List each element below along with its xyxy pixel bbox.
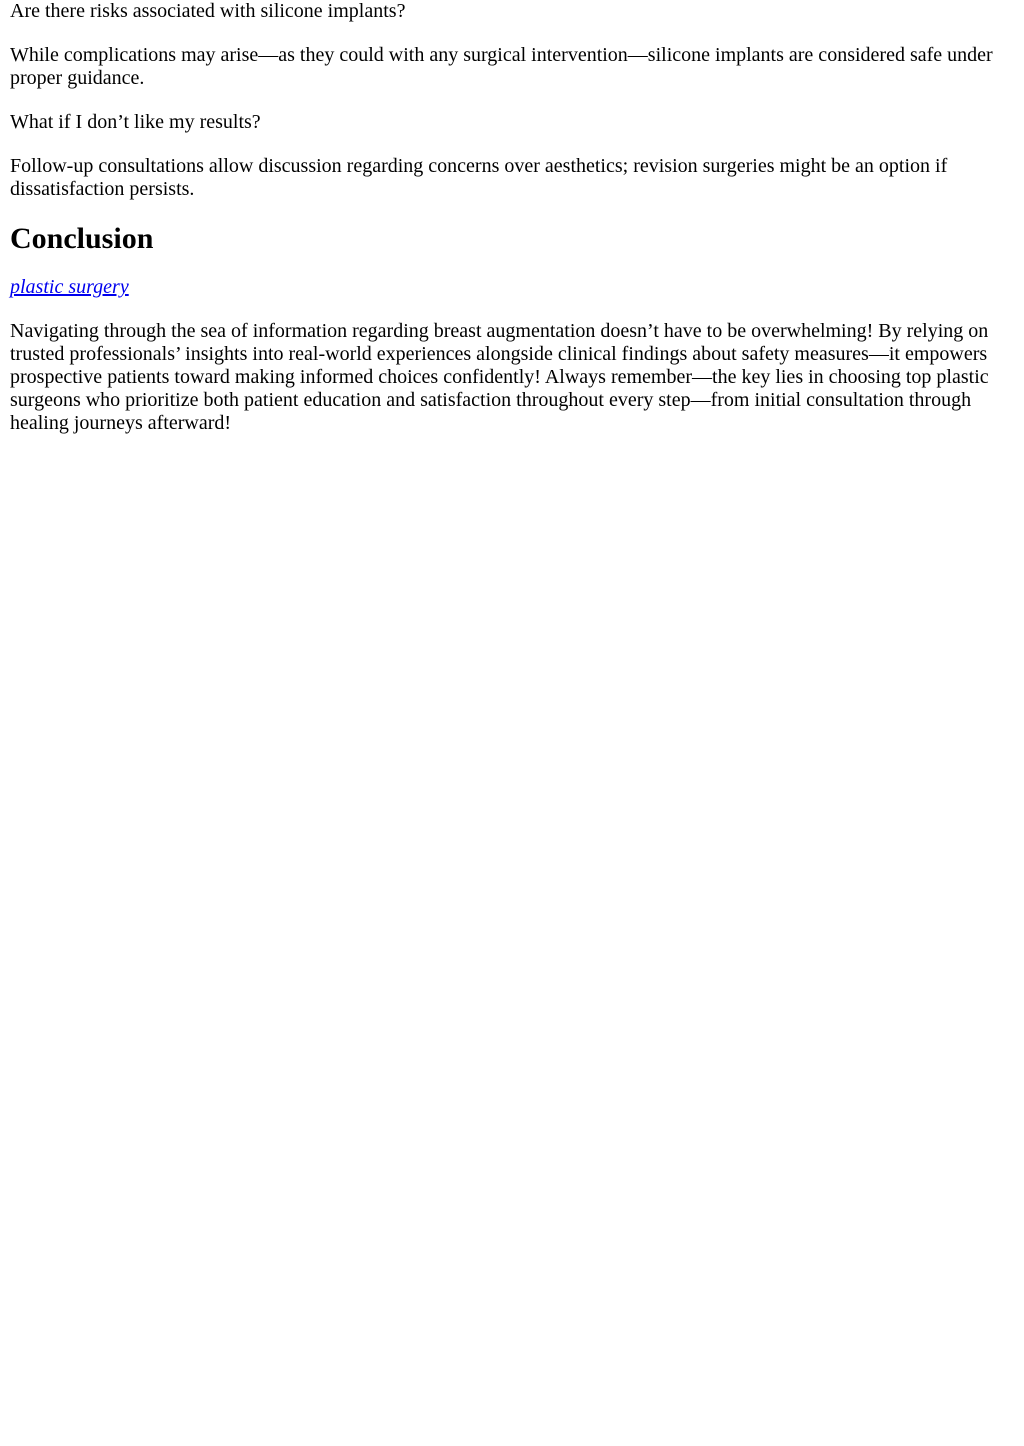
article-content (0, 0, 1024, 435)
faq-answer: While complications may arise—as they could with any surgical intervention—silicone implants are considered safe under proper guidance. (10, 44, 993, 89)
faq-question: What if I don’t like my results? (10, 111, 261, 133)
faq-question: Are there risks associated with silicone implants? (10, 0, 406, 22)
faq-answer: Follow-up consultations allow discussion regarding concerns over aesthetics; revision surgeries might be an option if dissatisfaction persists. (10, 155, 948, 200)
conclusion-heading: Conclusion (10, 222, 154, 255)
link-paragraph (10, 276, 1014, 299)
plastic-surgery-link[interactable]: plastic surgery (10, 276, 129, 298)
conclusion-body: Navigating through the sea of information regarding breast augmentation doesn’t have to be overwhelming! By relying on trusted professionals’ insights into real-world experiences alongside clinical findings about safety measures—it empowers prospective patients toward making informed choices confidently! Always remember—the key lies in choosing top plastic surgeons who prioritize both patient education and satisfaction throughout every step—from initial consultation through healing journeys afterward! (10, 320, 989, 434)
